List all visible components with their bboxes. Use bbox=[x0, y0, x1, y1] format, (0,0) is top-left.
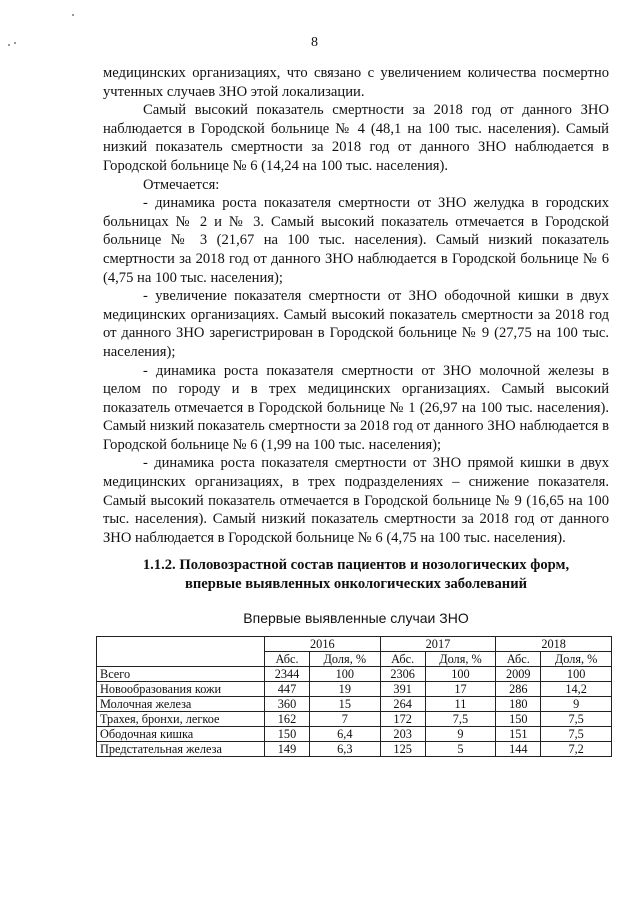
row-label: Предстательная железа bbox=[97, 742, 265, 757]
paragraph: - увеличение показателя смертности от ЗНО ободочной кишки в двух медицинских организациях. Самый высокий показатель смертности за 2018 год от данного ЗНО зарегистрирован в Городской больнице № 9 (27,75 на 100 тыс. населения); bbox=[103, 288, 609, 360]
subheader-cell: Абс. bbox=[265, 652, 310, 667]
table-cell: 150 bbox=[496, 712, 541, 727]
table-cell: 5 bbox=[425, 742, 496, 757]
table-cell: 100 bbox=[541, 667, 612, 682]
paragraph: медицинских организациях, что связано с увеличением количества посмертно учтенных случаев ЗНО этой локализации. bbox=[103, 65, 609, 100]
statistics-table bbox=[96, 636, 612, 757]
table-cell: 6,3 bbox=[310, 742, 381, 757]
paragraph: - динамика роста показателя смертности от ЗНО прямой кишки в двух медицинских организациях, в трех подразделениях – снижение показателя. Самый высокий показатель отмечается в Городской больнице № 9 (16,65 на 100 тыс. населения). Самый низкий показатель смертности за 2018 год от данного ЗНО наблюдается в Городской больнице № 6 (4,75 на 100 тыс. населения). bbox=[103, 455, 609, 546]
table-corner-cell bbox=[97, 637, 265, 667]
paragraph: - динамика роста показателя смертности от ЗНО молочной железы в целом по городу и в трех медицинских организациях. Самый высокий показатель отмечается в Городской больнице № 1 (26,97 на 100 тыс. населения). Самый низкий показатель смертности за 2018 год от данного ЗНО наблюдается в Городской больнице № 6 (1,99 на 100 тыс. населения); bbox=[103, 362, 609, 453]
table-row bbox=[97, 742, 612, 757]
section-title-line-2: впервые выявленных онкологических заболеваний bbox=[184, 576, 528, 592]
table-cell: 151 bbox=[496, 727, 541, 742]
table-cell: 2344 bbox=[265, 667, 310, 682]
table-cell: 7,5 bbox=[425, 712, 496, 727]
table-cell: 19 bbox=[310, 682, 381, 697]
table-row bbox=[97, 682, 612, 697]
table-cell: 14,2 bbox=[541, 682, 612, 697]
table-cell: 17 bbox=[425, 682, 496, 697]
year-header: 2017 bbox=[380, 637, 496, 652]
table-cell: 9 bbox=[425, 727, 496, 742]
table-cell: 447 bbox=[265, 682, 310, 697]
page-number: 8 bbox=[311, 35, 318, 50]
table-year-header-row bbox=[97, 637, 612, 652]
table-cell: 7 bbox=[310, 712, 381, 727]
year-header: 2018 bbox=[496, 637, 612, 652]
table-cell: 2306 bbox=[380, 667, 425, 682]
table-cell: 391 bbox=[380, 682, 425, 697]
paragraph: - динамика роста показателя смертности от ЗНО желудка в городских больницах № 2 и № 3. Самый высокий показатель отмечается в Городской больнице № 3 (21,67 на 100 тыс. населения). Самый низкий показатель смертности за 2018 год от данного ЗНО наблюдается в Городской больнице № 6 (4,75 на 100 тыс. населения); bbox=[103, 195, 609, 286]
paragraph: Отмечается: bbox=[143, 176, 220, 193]
table-cell: 286 bbox=[496, 682, 541, 697]
subheader-cell: Абс. bbox=[380, 652, 425, 667]
paragraph: Самый высокий показатель смертности за 2018 год от данного ЗНО наблюдается в Городской больнице № 4 (48,1 на 100 тыс. населения). Самый низкий показатель смертности за 2018 год от данного ЗНО наблюдается в Городской больнице № 6 (14,24 на 100 тыс. населения). bbox=[103, 102, 609, 174]
table-cell: 360 bbox=[265, 697, 310, 712]
subheader-cell: Доля, % bbox=[541, 652, 612, 667]
subheader-cell: Доля, % bbox=[310, 652, 381, 667]
table-cell: 15 bbox=[310, 697, 381, 712]
table-cell: 100 bbox=[310, 667, 381, 682]
subheader-cell: Абс. bbox=[496, 652, 541, 667]
table-cell: 144 bbox=[496, 742, 541, 757]
row-label: Ободочная кишка bbox=[97, 727, 265, 742]
table-cell: 149 bbox=[265, 742, 310, 757]
table-cell: 11 bbox=[425, 697, 496, 712]
table-cell: 172 bbox=[380, 712, 425, 727]
table-cell: 180 bbox=[496, 697, 541, 712]
row-label: Трахея, бронхи, легкое bbox=[97, 712, 265, 727]
table-cell: 7,5 bbox=[541, 727, 612, 742]
table-cell: 162 bbox=[265, 712, 310, 727]
section-title-line-1: 1.1.2. Половозрастной состав пациентов и нозологических форм, bbox=[142, 557, 570, 573]
table-row bbox=[97, 667, 612, 682]
table-cell: 9 bbox=[541, 697, 612, 712]
table-cell: 7,2 bbox=[541, 742, 612, 757]
table-row bbox=[97, 697, 612, 712]
table-cell: 203 bbox=[380, 727, 425, 742]
row-label: Новообразования кожи bbox=[97, 682, 265, 697]
table-cell: 6,4 bbox=[310, 727, 381, 742]
table-cell: 7,5 bbox=[541, 712, 612, 727]
table-cell: 125 bbox=[380, 742, 425, 757]
row-label: Всего bbox=[97, 667, 265, 682]
table-row bbox=[97, 712, 612, 727]
table-caption: Впервые выявленные случаи ЗНО bbox=[243, 610, 469, 626]
table-cell: 2009 bbox=[496, 667, 541, 682]
table-cell: 100 bbox=[425, 667, 496, 682]
body-text bbox=[103, 64, 609, 547]
table-cell: 264 bbox=[380, 697, 425, 712]
subheader-cell: Доля, % bbox=[425, 652, 496, 667]
table-row bbox=[97, 727, 612, 742]
section-title bbox=[103, 556, 609, 594]
scan-speck bbox=[72, 14, 74, 16]
table-cell: 150 bbox=[265, 727, 310, 742]
row-label: Молочная железа bbox=[97, 697, 265, 712]
year-header: 2016 bbox=[265, 637, 381, 652]
